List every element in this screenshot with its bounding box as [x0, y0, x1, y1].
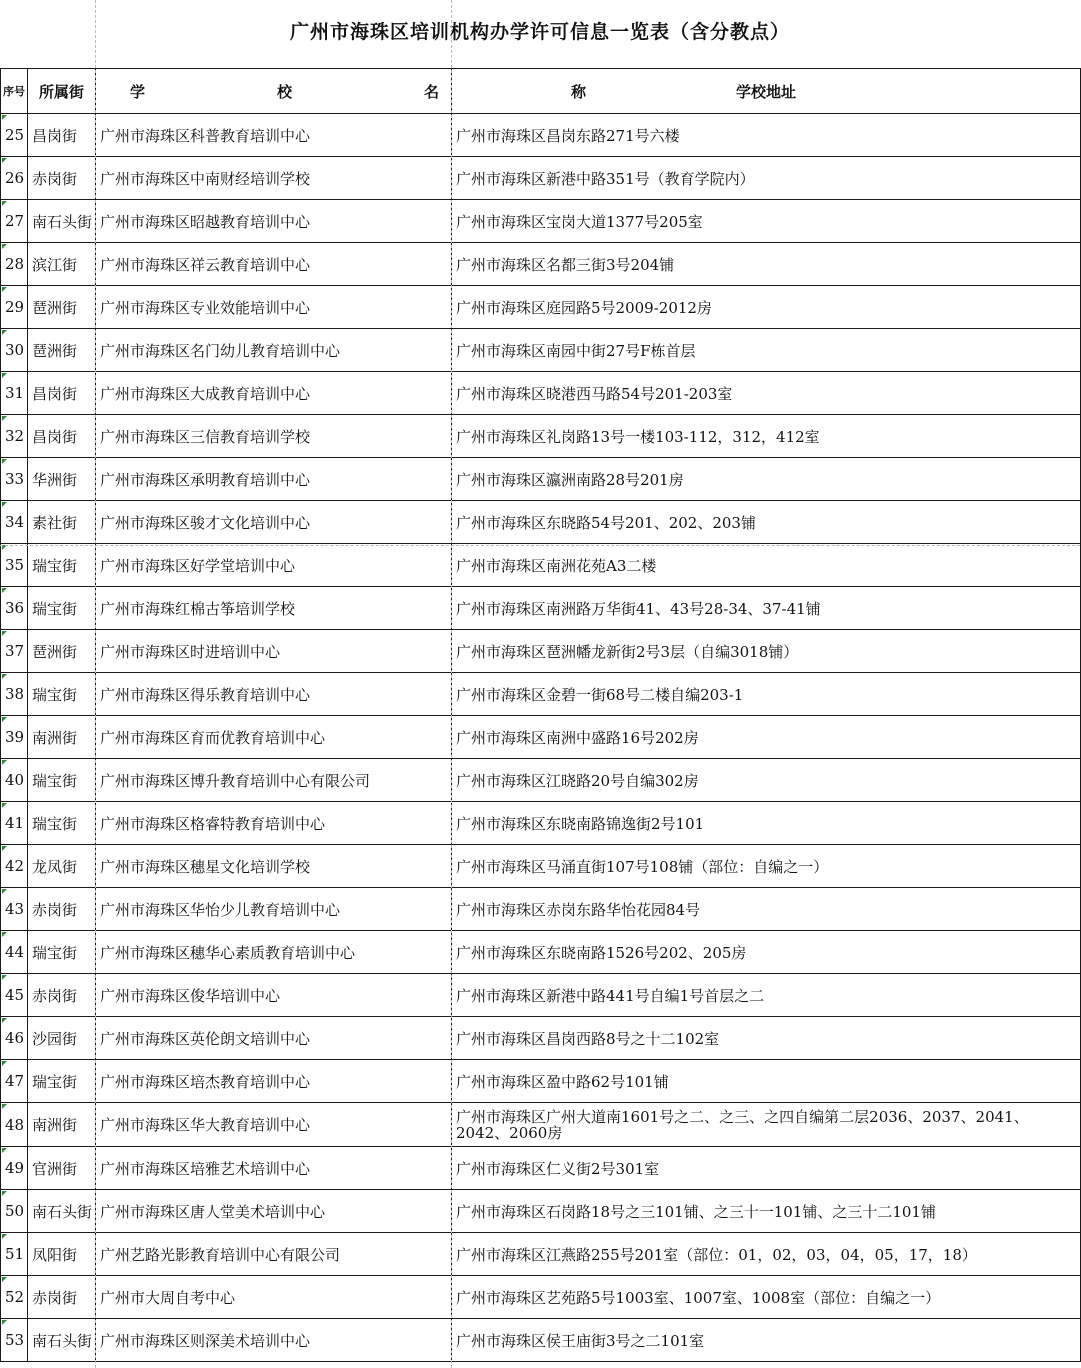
- cell-seq[interactable]: 53: [1, 1319, 28, 1362]
- table-row: [1, 802, 1081, 845]
- cell-seq[interactable]: 41: [1, 802, 28, 845]
- cell-address[interactable]: 广州市海珠区江晓路20号自编302房: [452, 759, 1081, 802]
- cell-address[interactable]: 广州市海珠区南园中街27号F栋首层: [452, 329, 1081, 372]
- cell-street[interactable]: 琶洲街: [28, 630, 96, 673]
- cell-seq[interactable]: 50: [1, 1190, 28, 1233]
- table-row: [1, 931, 1081, 974]
- cell-address[interactable]: 广州市海珠区东晓南路1526号202、205房: [452, 931, 1081, 974]
- cell-address[interactable]: 广州市海珠区南洲花苑A3二楼: [452, 544, 1081, 587]
- table-row: [1, 716, 1081, 759]
- table-row: [1, 587, 1081, 630]
- cell-school-name[interactable]: 广州市海珠区专业效能培训中心: [96, 286, 452, 329]
- cell-address[interactable]: 广州市海珠区昌岗西路8号之十二102室: [452, 1017, 1081, 1060]
- cell-seq[interactable]: 33: [1, 458, 28, 501]
- header-row: [1, 69, 1081, 114]
- cell-address[interactable]: 广州市海珠区南洲中盛路16号202房: [452, 716, 1081, 759]
- cell-street[interactable]: 南石头街: [28, 1190, 96, 1233]
- table-row: [1, 1233, 1081, 1276]
- cell-school-name[interactable]: 广州市海珠区培杰教育培训中心: [96, 1060, 452, 1103]
- table-row: [1, 1190, 1081, 1233]
- cell-address[interactable]: 广州市海珠区石岗路18号之三101铺、之三十一101铺、之三十二101铺: [452, 1190, 1081, 1233]
- table-row: [1, 845, 1081, 888]
- table-row: [1, 544, 1081, 587]
- cell-seq[interactable]: 40: [1, 759, 28, 802]
- cell-street[interactable]: 南石头街: [28, 200, 96, 243]
- cell-address[interactable]: 广州市海珠区广州大道南1601号之二、之三、之四自编第二层2036、2037、2041、2042、2060房: [452, 1103, 1081, 1147]
- cell-street[interactable]: 昌岗街: [28, 372, 96, 415]
- cell-school-name[interactable]: 广州市海珠区时进培训中心: [96, 630, 452, 673]
- table-row: [1, 243, 1081, 286]
- cell-school-name[interactable]: 广州市海珠区英伦朗文培训中心: [96, 1017, 452, 1060]
- cell-street[interactable]: 南石头街: [28, 1319, 96, 1362]
- cell-address[interactable]: 广州市海珠区新港中路351号（教育学院内）: [452, 157, 1081, 200]
- cell-seq[interactable]: 38: [1, 673, 28, 716]
- cell-seq[interactable]: 45: [1, 974, 28, 1017]
- cell-address[interactable]: 广州市海珠区昌岗东路271号六楼: [452, 114, 1081, 157]
- cell-street[interactable]: 瑞宝街: [28, 1060, 96, 1103]
- cell-street[interactable]: 瑞宝街: [28, 587, 96, 630]
- cell-school-name[interactable]: 广州市海珠区育而优教育培训中心: [96, 716, 452, 759]
- cell-seq[interactable]: 25: [1, 114, 28, 157]
- header-school-name[interactable]: 学 校 名 称: [96, 69, 452, 114]
- cell-street[interactable]: 滨江街: [28, 243, 96, 286]
- cell-street[interactable]: 瑞宝街: [28, 931, 96, 974]
- cell-seq[interactable]: 42: [1, 845, 28, 888]
- cell-seq[interactable]: 27: [1, 200, 28, 243]
- cell-address[interactable]: 广州市海珠区东晓南路锦逸街2号101: [452, 802, 1081, 845]
- table-row: [1, 1319, 1081, 1362]
- cell-street[interactable]: 瑞宝街: [28, 673, 96, 716]
- cell-address[interactable]: 广州市海珠区新港中路441号自编1号首层之二: [452, 974, 1081, 1017]
- cell-address[interactable]: 广州市海珠区东晓路54号201、202、203铺: [452, 501, 1081, 544]
- institution-table: [0, 68, 1081, 1362]
- cell-school-name[interactable]: 广州市海珠区科普教育培训中心: [96, 114, 452, 157]
- cell-address[interactable]: 广州市海珠区瀛洲南路28号201房: [452, 458, 1081, 501]
- cell-seq[interactable]: 35: [1, 544, 28, 587]
- cell-school-name[interactable]: 广州市海珠区俊华培训中心: [96, 974, 452, 1017]
- cell-seq[interactable]: 49: [1, 1147, 28, 1190]
- cell-street[interactable]: 瑞宝街: [28, 544, 96, 587]
- table-row: [1, 1060, 1081, 1103]
- cell-seq[interactable]: 46: [1, 1017, 28, 1060]
- cell-street[interactable]: 南洲街: [28, 1103, 96, 1147]
- table-row: [1, 372, 1081, 415]
- cell-address[interactable]: 广州市海珠区赤岗东路华怡花园84号: [452, 888, 1081, 931]
- cell-seq[interactable]: 47: [1, 1060, 28, 1103]
- cell-school-name[interactable]: 广州市海珠区穗星文化培训学校: [96, 845, 452, 888]
- cell-street[interactable]: 琶洲街: [28, 329, 96, 372]
- cell-seq[interactable]: 36: [1, 587, 28, 630]
- cell-street[interactable]: 赤岗街: [28, 157, 96, 200]
- table-row: [1, 888, 1081, 931]
- cell-seq[interactable]: 52: [1, 1276, 28, 1319]
- cell-address[interactable]: 广州市海珠区庭园路5号2009-2012房: [452, 286, 1081, 329]
- cell-school-name[interactable]: 广州市海珠区华怡少儿教育培训中心: [96, 888, 452, 931]
- cell-street[interactable]: 瑞宝街: [28, 802, 96, 845]
- cell-school-name[interactable]: 广州市海珠区华大教育培训中心: [96, 1103, 452, 1147]
- header-address[interactable]: 学校地址: [452, 69, 1081, 114]
- cell-address[interactable]: 广州市海珠区仁义街2号301室: [452, 1147, 1081, 1190]
- cell-street[interactable]: 华洲街: [28, 458, 96, 501]
- table-row: [1, 974, 1081, 1017]
- cell-seq[interactable]: 31: [1, 372, 28, 415]
- cell-school-name[interactable]: 广州市海珠区三信教育培训学校: [96, 415, 452, 458]
- cell-address[interactable]: 广州市海珠区侯王庙街3号之二101室: [452, 1319, 1081, 1362]
- cell-school-name[interactable]: 广州市海珠区则深美术培训中心: [96, 1319, 452, 1362]
- table-row: [1, 501, 1081, 544]
- cell-address[interactable]: 广州市海珠区马涌直街107号108铺（部位：自编之一）: [452, 845, 1081, 888]
- cell-street[interactable]: 官洲街: [28, 1147, 96, 1190]
- cell-school-name[interactable]: 广州市海珠区承明教育培训中心: [96, 458, 452, 501]
- table-row: [1, 157, 1081, 200]
- header-seq[interactable]: 序号: [1, 69, 28, 114]
- cell-street[interactable]: 瑞宝街: [28, 759, 96, 802]
- cell-address[interactable]: 广州市海珠区名都三街3号204铺: [452, 243, 1081, 286]
- cell-school-name[interactable]: 广州市海珠区昭越教育培训中心: [96, 200, 452, 243]
- cell-address[interactable]: 广州市海珠区江燕路255号201室（部位：01，02，03，04，05，17，18）: [452, 1233, 1081, 1276]
- table-row: [1, 415, 1081, 458]
- cell-address[interactable]: 广州市海珠区艺苑路5号1003室、1007室、1008室（部位：自编之一）: [452, 1276, 1081, 1319]
- table-row: [1, 329, 1081, 372]
- table-row: [1, 1276, 1081, 1319]
- cell-seq[interactable]: 32: [1, 415, 28, 458]
- table-row: [1, 114, 1081, 157]
- cell-street[interactable]: 凤阳街: [28, 1233, 96, 1276]
- cell-address[interactable]: 广州市海珠区琶洲幡龙新街2号3层（自编3018铺）: [452, 630, 1081, 673]
- page-title: 广州市海珠区培训机构办学许可信息一览表（含分教点）: [289, 21, 790, 43]
- cell-school-name[interactable]: 广州市大周自考中心: [96, 1276, 452, 1319]
- cell-school-name[interactable]: 广州市海珠区中南财经培训学校: [96, 157, 452, 200]
- cell-school-name[interactable]: 广州艺路光影教育培训中心有限公司: [96, 1233, 452, 1276]
- cell-address[interactable]: 广州市海珠区礼岗路13号一楼103-112，312，412室: [452, 415, 1081, 458]
- cell-seq[interactable]: 39: [1, 716, 28, 759]
- cell-street[interactable]: 昌岗街: [28, 415, 96, 458]
- cell-street[interactable]: 昌岗街: [28, 114, 96, 157]
- cell-seq[interactable]: 37: [1, 630, 28, 673]
- table-row: [1, 200, 1081, 243]
- cell-school-name[interactable]: 广州市海珠区培雅艺术培训中心: [96, 1147, 452, 1190]
- table-row: [1, 1103, 1081, 1147]
- cell-seq[interactable]: 34: [1, 501, 28, 544]
- cell-street[interactable]: 赤岗街: [28, 1276, 96, 1319]
- table-row: [1, 673, 1081, 716]
- cell-street[interactable]: 沙园街: [28, 1017, 96, 1060]
- table-row: [1, 286, 1081, 329]
- cell-school-name[interactable]: 广州市海珠区得乐教育培训中心: [96, 673, 452, 716]
- cell-seq[interactable]: 51: [1, 1233, 28, 1276]
- table-row: [1, 1147, 1081, 1190]
- cell-seq[interactable]: 26: [1, 157, 28, 200]
- cell-seq[interactable]: 29: [1, 286, 28, 329]
- header-street[interactable]: 所属街: [28, 69, 96, 114]
- cell-school-name[interactable]: 广州市海珠红棉古筝培训学校: [96, 587, 452, 630]
- table-row: [1, 759, 1081, 802]
- cell-seq[interactable]: 28: [1, 243, 28, 286]
- table-row: [1, 458, 1081, 501]
- cell-school-name[interactable]: 广州市海珠区穗华心素质教育培训中心: [96, 931, 452, 974]
- cell-school-name[interactable]: 广州市海珠区名门幼儿教育培训中心: [96, 329, 452, 372]
- cell-street[interactable]: 素社街: [28, 501, 96, 544]
- cell-school-name[interactable]: 广州市海珠区好学堂培训中心: [96, 544, 452, 587]
- cell-school-name[interactable]: 广州市海珠区大成教育培训中心: [96, 372, 452, 415]
- cell-school-name[interactable]: 广州市海珠区祥云教育培训中心: [96, 243, 452, 286]
- table-row: [1, 630, 1081, 673]
- cell-school-name[interactable]: 广州市海珠区博升教育培训中心有限公司: [96, 759, 452, 802]
- cell-street[interactable]: 南洲街: [28, 716, 96, 759]
- cell-address[interactable]: 广州市海珠区南洲路万华街41、43号28-34、37-41铺: [452, 587, 1081, 630]
- cell-seq[interactable]: 43: [1, 888, 28, 931]
- cell-school-name[interactable]: 广州市海珠区骏才文化培训中心: [96, 501, 452, 544]
- table-row: [1, 1017, 1081, 1060]
- cell-address[interactable]: 广州市海珠区宝岗大道1377号205室: [452, 200, 1081, 243]
- cell-address[interactable]: 广州市海珠区金碧一街68号二楼自编203-1: [452, 673, 1081, 716]
- cell-school-name[interactable]: 广州市海珠区唐人堂美术培训中心: [96, 1190, 452, 1233]
- cell-address[interactable]: 广州市海珠区晓港西马路54号201-203室: [452, 372, 1081, 415]
- cell-address[interactable]: 广州市海珠区盈中路62号101铺: [452, 1060, 1081, 1103]
- cell-street[interactable]: 赤岗街: [28, 888, 96, 931]
- cell-street[interactable]: 琶洲街: [28, 286, 96, 329]
- cell-seq[interactable]: 48: [1, 1103, 28, 1147]
- cell-seq[interactable]: 30: [1, 329, 28, 372]
- cell-street[interactable]: 赤岗街: [28, 974, 96, 1017]
- cell-school-name[interactable]: 广州市海珠区格睿特教育培训中心: [96, 802, 452, 845]
- cell-street[interactable]: 龙凤街: [28, 845, 96, 888]
- cell-seq[interactable]: 44: [1, 931, 28, 974]
